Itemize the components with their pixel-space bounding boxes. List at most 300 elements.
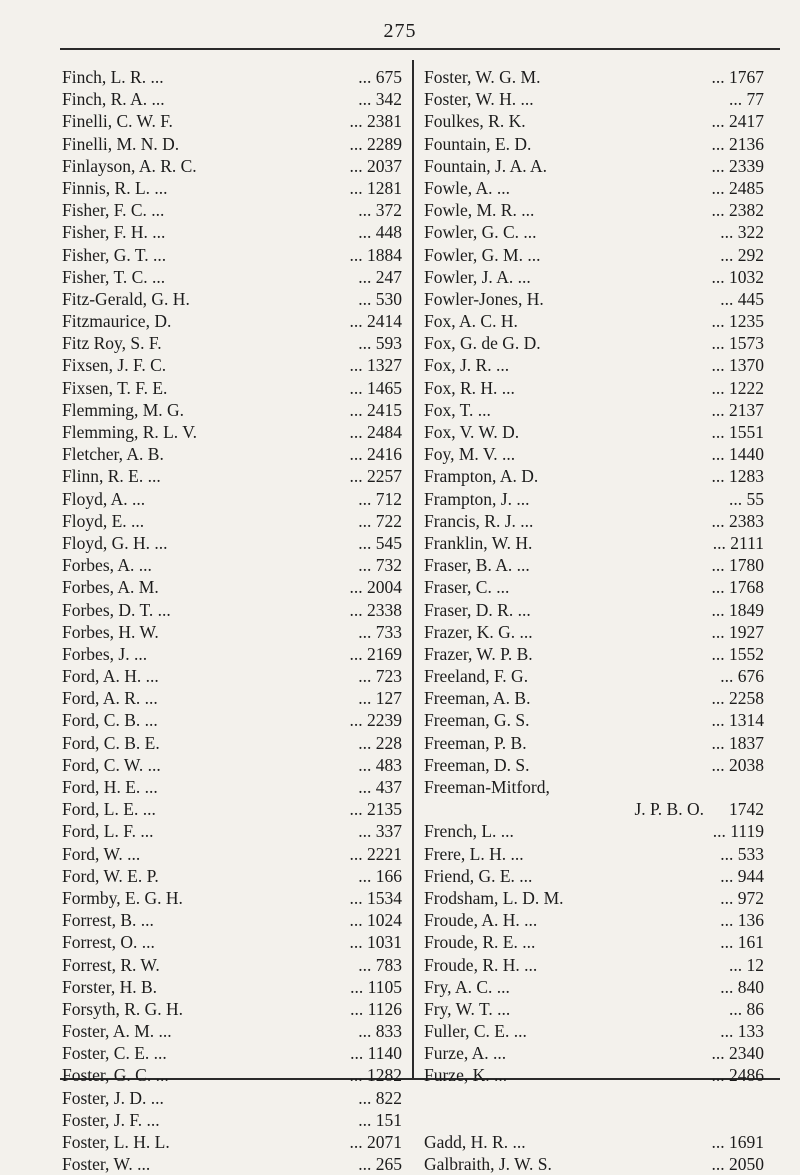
entry-number: ... 1314 [711,710,764,731]
entry-name: Fisher, F. H. ... [62,222,166,243]
index-entry [62,1064,402,1086]
index-entry [62,887,402,909]
entry-name: Freeman, G. S. [424,710,530,731]
index-gap [424,1087,766,1109]
entry-number: ... 2239 [349,710,402,731]
entry-number: ... 161 [720,932,764,953]
entry-number: ... 1767 [711,67,764,87]
index-entry [62,332,402,354]
index-entry [62,998,402,1020]
entry-name: Fitz Roy, S. F. [62,333,162,354]
entry-number: ... 2050 [711,1154,764,1175]
index-entry [424,865,766,887]
index-entry [424,954,766,976]
entry-number: ... 2382 [711,200,764,221]
index-entry [62,709,402,731]
entry-number: ... 2136 [711,133,764,154]
entry-name: Formby, E. G. H. [62,887,183,908]
entry-number: ... 322 [720,222,764,243]
entry-name: Finch, L. R. ... [62,67,164,87]
entry-name: Fowler-Jones, H. [424,288,544,309]
entry-name: Fowler, J. A. ... [424,266,531,287]
entry-name: Foster, A. M. ... [62,1021,172,1042]
entry-number: ... 2485 [711,177,764,198]
entry-number: ... 675 [358,67,402,87]
entry-name: Freeman, D. S. [424,754,530,775]
index-entry [424,221,766,243]
entry-number: ... 2038 [711,754,764,775]
entry-name: Finnis, R. L. ... [62,177,168,198]
entry-number: ... 2383 [711,510,764,531]
index-entry [424,621,766,643]
entry-name: Fisher, T. C. ... [62,266,166,287]
index-entry [62,576,402,598]
entry-name: J. P. B. O. [634,799,704,820]
entry-number: ... 445 [720,288,764,309]
entry-name: Ford, W. ... [62,843,141,864]
index-entry [424,687,766,709]
index-entry [62,843,402,865]
entry-number: ... 1282 [349,1065,402,1086]
column-divider [412,60,414,1078]
entry-number: ... 1105 [350,976,402,997]
entry-name: Fraser, C. ... [424,577,510,598]
entry-name: Fisher, F. C. ... [62,200,165,221]
index-entry [62,244,402,266]
entry-number: ... 723 [358,666,402,687]
entry-name: Finch, R. A. ... [62,89,165,110]
entry-name: French, L. ... [424,821,514,842]
index-entry [424,510,766,532]
entry-name: Fry, W. T. ... [424,998,511,1019]
entry-name: Fisher, G. T. ... [62,244,167,265]
index-entry [424,66,766,88]
entry-name: Gadd, H. R. ... [424,1132,526,1152]
entry-number: ... 1126 [350,998,402,1019]
index-entry [424,354,766,376]
entry-name: Foster, G. C. ... [62,1065,169,1086]
entry-number: ... 822 [358,1087,402,1108]
entry-number: ... 2137 [711,399,764,420]
entry-number: ... 593 [358,333,402,354]
entry-number: ... 1884 [349,244,402,265]
entry-number: ... 292 [720,244,764,265]
index-entry [62,510,402,532]
index-entry [62,310,402,332]
entry-number: ... 2071 [349,1132,402,1152]
index-entry [62,754,402,776]
entry-number: ... 545 [358,532,402,553]
entry-number: ... 151 [358,1109,402,1130]
entry-number: ... 372 [358,200,402,221]
index-entry [424,1153,766,1175]
entry-name: Ford, A. H. ... [62,666,159,687]
entry-name: Fraser, D. R. ... [424,599,531,620]
index-entry [62,687,402,709]
entry-name: Frazer, K. G. ... [424,621,533,642]
index-entry [424,643,766,665]
entry-name: Ford, C. B. E. [62,732,160,753]
entry-name: Fox, T. ... [424,399,491,420]
index-entry [62,954,402,976]
entry-number: ... 86 [729,998,764,1019]
index-entry [62,110,402,132]
index-entry [424,1042,766,1064]
entry-name: Freeman, A. B. [424,688,531,709]
index-entry [62,798,402,820]
entry-number: ... 1235 [711,311,764,332]
entry-name: Floyd, A. ... [62,488,146,509]
entry-number: ... 1119 [712,821,764,842]
entry-name: Francis, R. J. ... [424,510,534,531]
entry-name: Foster, W. ... [62,1154,151,1175]
index-entry [424,1064,766,1086]
entry-name: Freeman, P. B. [424,732,527,753]
entry-number: ... 1837 [711,732,764,753]
entry-name: Flemming, M. G. [62,399,185,420]
index-entry [62,865,402,887]
entry-number: ... 2340 [711,1043,764,1064]
entry-number: ... 722 [358,510,402,531]
entry-number: ... 2417 [711,111,764,132]
index-entry [424,177,766,199]
index-gap [424,1109,766,1131]
index-entry [424,310,766,332]
entry-number: ... 127 [358,688,402,709]
entry-name: Froude, R. E. ... [424,932,536,953]
entry-name: Furze, K. ... [424,1065,508,1086]
index-entry [62,532,402,554]
index-entry [62,354,402,376]
entry-name: Forbes, A. M. [62,577,159,598]
entry-number: ... 133 [720,1021,764,1042]
index-entry [62,443,402,465]
index-entry [62,1131,402,1153]
index-entry [424,665,766,687]
entry-number: ... 342 [358,89,402,110]
index-entry [424,976,766,998]
index-entry [424,244,766,266]
entry-number: ... 1370 [711,355,764,376]
index-entry [424,709,766,731]
entry-name: Fowler, G. C. ... [424,222,537,243]
right-index-column [424,66,766,1175]
entry-number: ... 1534 [349,887,402,908]
entry-name: Foy, M. V. ... [424,444,516,465]
index-entry [424,931,766,953]
index-entry [62,266,402,288]
top-rule [60,48,780,50]
index-entry [424,465,766,487]
entry-name: Frampton, J. ... [424,488,530,509]
entry-number: ... 2339 [711,155,764,176]
entry-name: Fraser, B. A. ... [424,555,530,576]
entry-number: ... 337 [358,821,402,842]
entry-number: ... 2111 [712,532,764,553]
index-entry [62,199,402,221]
index-entry [424,155,766,177]
entry-number: ... 833 [358,1021,402,1042]
index-entry [424,732,766,754]
entry-number: 1742 [729,799,764,820]
index-entry [424,820,766,842]
entry-name: Froude, R. H. ... [424,954,538,975]
index-entry [424,421,766,443]
entry-number: ... 1551 [711,422,764,442]
index-entry [424,1131,766,1153]
index-entry [62,488,402,510]
entry-number: ... 166 [358,865,402,886]
entry-name: Fuller, C. E. ... [424,1021,527,1042]
entry-name: Freeman-Mitford, [424,777,550,797]
entry-name: Forbes, A. ... [62,555,152,576]
entry-name: Foster, W. H. ... [424,89,534,110]
index-entry [424,377,766,399]
entry-number: ... 1024 [349,910,402,931]
entry-number: ... 2486 [711,1065,764,1086]
index-entry [424,887,766,909]
index-entry [424,599,766,621]
entry-name: Finelli, M. N. D. [62,133,180,154]
entry-name: Foster, W. G. M. [424,67,541,87]
entry-number: ... 136 [720,910,764,931]
entry-name: Ford, C. B. ... [62,710,158,731]
index-entry [62,377,402,399]
entry-name: Ford, A. R. ... [62,688,158,709]
entry-name: Frazer, W. P. B. [424,643,533,664]
entry-name: Frampton, A. D. [424,466,539,487]
entry-name: Fowler, G. M. ... [424,244,541,265]
entry-number: ... 944 [720,865,764,886]
entry-number: ... 2484 [349,422,402,442]
entry-name: Fox, V. W. D. [424,422,520,442]
entry-number: ... 733 [358,621,402,642]
index-entry [424,88,766,110]
index-entry [62,554,402,576]
entry-name: Ford, L. F. ... [62,821,154,842]
entry-name: Fountain, E. D. [424,133,532,154]
index-entry [62,643,402,665]
index-entry [62,599,402,621]
entry-number: ... 2338 [349,599,402,620]
entry-name: Froude, A. H. ... [424,910,538,931]
index-entry [424,532,766,554]
entry-number: ... 1849 [711,599,764,620]
index-entry [424,110,766,132]
entry-number: ... 2221 [349,843,402,864]
entry-number: ... 2169 [349,643,402,664]
index-entry [424,266,766,288]
entry-name: Foster, J. D. ... [62,1087,164,1108]
entry-number: ... 1440 [711,444,764,465]
entry-number: ... 783 [358,954,402,975]
entry-name: Flinn, R. E. ... [62,466,161,487]
index-entry [62,776,402,798]
entry-name: Furze, A. ... [424,1043,507,1064]
entry-name: Forrest, B. ... [62,910,154,931]
index-entry [424,998,766,1020]
entry-name: Fox, G. de G. D. [424,333,541,354]
entry-number: ... 712 [358,488,402,509]
entry-number: ... 265 [358,1154,402,1175]
entry-name: Forrest, O. ... [62,932,155,953]
index-entry [62,621,402,643]
entry-name: Fry, A. C. ... [424,976,510,997]
entry-number: ... 2416 [349,444,402,465]
entry-name: Fletcher, A. B. [62,444,164,465]
entry-name: Fox, A. C. H. [424,311,518,332]
index-entry [62,909,402,931]
entry-number: ... 1573 [711,333,764,354]
index-entry [62,66,402,88]
entry-name: Foster, L. H. L. [62,1132,170,1152]
index-entry [424,754,766,776]
entry-name: Forbes, D. T. ... [62,599,171,620]
entry-number: ... 1552 [711,643,764,664]
entry-name: Friend, G. E. ... [424,865,533,886]
index-entry [424,843,766,865]
entry-name: Floyd, E. ... [62,510,145,531]
entry-number: ... 676 [720,666,764,687]
entry-name: Fowle, M. R. ... [424,200,535,221]
index-entry [424,554,766,576]
entry-number: ... 1032 [711,266,764,287]
entry-name: Franklin, W. H. [424,532,533,553]
index-entry [62,1020,402,1042]
entry-number: ... 228 [358,732,402,753]
entry-name: Flemming, R. L. V. [62,422,198,442]
entry-name: Ford, W. E. P. [62,865,159,886]
entry-name: Galbraith, J. W. S. [424,1154,552,1175]
entry-name: Foster, J. F. ... [62,1109,160,1130]
entry-number: ... 840 [720,976,764,997]
index-entry [62,1087,402,1109]
entry-name: Floyd, G. H. ... [62,532,168,553]
entry-name: Forster, H. B. [62,976,158,997]
entry-name: Forrest, R. W. [62,954,160,975]
entry-number: ... 1140 [350,1043,402,1064]
entry-number: ... 732 [358,555,402,576]
index-entry [62,732,402,754]
entry-name: Fixsen, J. F. C. [62,355,167,376]
entry-name: Fixsen, T. F. E. [62,377,168,398]
index-entry [62,665,402,687]
entry-number: ... 12 [729,954,764,975]
entry-number: ... 77 [729,89,764,110]
entry-name: Freeland, F. G. [424,666,529,687]
entry-number: ... 1780 [711,555,764,576]
index-entry [424,399,766,421]
entry-name: Ford, C. W. ... [62,754,161,775]
entry-number: ... 530 [358,288,402,309]
entry-name: Frere, L. H. ... [424,843,524,864]
index-entry [424,1020,766,1042]
index-entry [62,931,402,953]
index-entry [424,488,766,510]
entry-number: ... 2415 [349,399,402,420]
entry-number: ... 533 [720,843,764,864]
entry-number: ... 1222 [711,377,764,398]
index-entry [424,909,766,931]
entry-number: ... 1768 [711,577,764,598]
entry-name: Fitz-Gerald, G. H. [62,288,190,309]
entry-number: ... 2258 [711,688,764,709]
entry-name: Forbes, H. W. [62,621,159,642]
index-entry [62,177,402,199]
index-entry [62,133,402,155]
entry-number: ... 2037 [349,155,402,176]
entry-number: ... 55 [729,488,764,509]
entry-name: Fox, R. H. ... [424,377,515,398]
index-entry [424,199,766,221]
index-entry [62,288,402,310]
entry-number: ... 2381 [349,111,402,132]
entry-name: Fountain, J. A. A. [424,155,548,176]
entry-number: ... 2257 [349,466,402,487]
entry-name: Ford, L. E. ... [62,799,156,820]
index-entry [62,221,402,243]
index-entry [62,155,402,177]
index-entry [424,332,766,354]
entry-name: Frodsham, L. D. M. [424,887,564,908]
left-index-column [62,66,402,1175]
index-entry [62,1109,402,1131]
entry-number: ... 437 [358,777,402,797]
index-entry [424,576,766,598]
index-entry [62,399,402,421]
entry-number: ... 483 [358,754,402,775]
entry-number: ... 2289 [349,133,402,154]
entry-number: ... 1691 [711,1132,764,1152]
entry-number: ... 247 [358,266,402,287]
entry-name: Ford, H. E. ... [62,777,158,797]
index-entry [424,776,766,798]
entry-number: ... 1327 [349,355,402,376]
index-entry [424,798,766,820]
index-entry [424,443,766,465]
index-entry [62,820,402,842]
entry-number: ... 972 [720,887,764,908]
entry-number: ... 2135 [349,799,402,820]
entry-name: Finelli, C. W. F. [62,111,173,132]
index-entry [62,976,402,998]
entry-name: Fitzmaurice, D. [62,311,172,332]
index-entry [424,133,766,155]
entry-number: ... 1281 [349,177,402,198]
entry-number: ... 1031 [349,932,402,953]
entry-number: ... 1927 [711,621,764,642]
entry-number: ... 448 [358,222,402,243]
entry-number: ... 2004 [349,577,402,598]
entry-number: ... 1283 [711,466,764,487]
index-entry [62,465,402,487]
index-entry [424,288,766,310]
entry-name: Forsyth, R. G. H. [62,998,184,1019]
entry-name: Forbes, J. ... [62,643,148,664]
entry-name: Fowle, A. ... [424,177,511,198]
index-entry [62,88,402,110]
page-number: 275 [383,20,417,42]
entry-number: ... 2414 [349,311,402,332]
entry-name: Finlayson, A. R. C. [62,155,197,176]
entry-number: ... 1465 [349,377,402,398]
entry-name: Foulkes, R. K. [424,111,526,132]
entry-name: Foster, C. E. ... [62,1043,167,1064]
index-entry [62,1153,402,1175]
index-entry [62,1042,402,1064]
index-entry [62,421,402,443]
entry-name: Fox, J. R. ... [424,355,510,376]
